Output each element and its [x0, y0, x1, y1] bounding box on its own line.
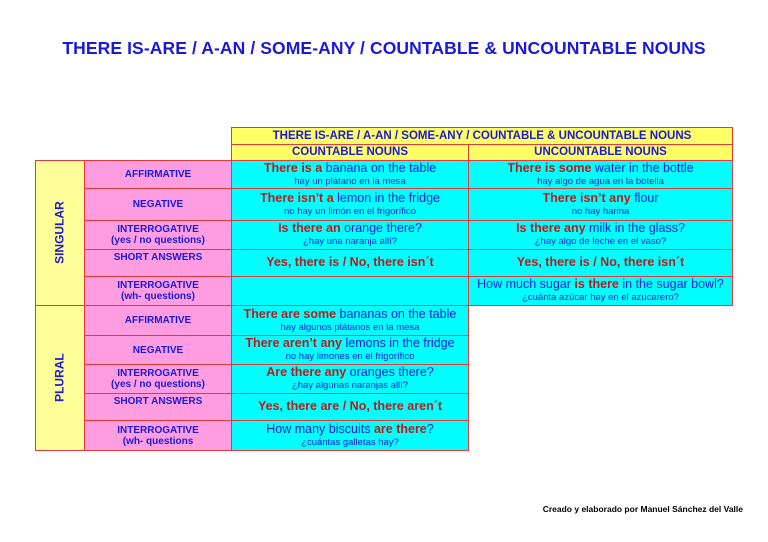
singular-negative-uncountable [468, 188, 733, 221]
uncountable-column-header [468, 144, 733, 161]
translation: hay algo de agua en la botella [537, 175, 664, 187]
translation: no hay limones en el frigorífico [285, 351, 415, 363]
row-label-plural-negative [84, 335, 232, 365]
row-label-singular-interrogative-yn [84, 220, 232, 250]
plural-section-label [35, 305, 85, 451]
singular-text: SINGULAR [52, 201, 67, 265]
translation: no hay un limón en el frigorífico [283, 205, 417, 217]
author-credit: Creado y elaborado por Manuel Sánchez del Valle [542, 504, 743, 514]
row-label-plural-short-answers [84, 393, 232, 421]
short-answer: Yes, there are / No, there aren´t [257, 399, 443, 414]
row-label-text: INTERROGATIVE [117, 368, 199, 379]
singular-affirmative-countable [231, 160, 469, 189]
row-label-subtext: (wh- questions) [121, 291, 195, 302]
translation: ¿hay una naranja allí? [302, 236, 397, 248]
uncountable-header-text: UNCOUNTABLE NOUNS [534, 146, 667, 159]
row-label-singular-affirmative [84, 160, 232, 189]
countable-header-text: COUNTABLE NOUNS [291, 146, 409, 159]
table-title-text: THERE IS-ARE / A-AN / SOME-ANY / COUNTABLE & UNCOUNTABLE NOUNS [272, 129, 692, 142]
translation: ¿hay algunas naranjas allí? [291, 380, 409, 392]
sentence: There isn’t any flour [542, 190, 659, 205]
sentence: How many biscuits are there? [266, 421, 434, 436]
translation: no hay harina [571, 205, 630, 217]
sentence: There isn’t a lemon in the fridge [260, 190, 440, 205]
translation: hay algunos plátanos en la mesa [280, 321, 420, 333]
page-title: THERE IS-ARE / A-AN / SOME-ANY / COUNTABLE & UNCOUNTABLE NOUNS [62, 38, 706, 58]
plural-short-answers-countable [231, 393, 469, 421]
translation: hay un plátano en la mesa [294, 175, 406, 187]
plural-text: PLURAL [52, 353, 67, 403]
row-label-subtext: (yes / no questions) [111, 235, 205, 246]
row-label-text: NEGATIVE [132, 199, 184, 210]
row-label-plural-interrogative-wh [84, 420, 232, 451]
row-label-text: SHORT ANSWERS [113, 252, 203, 263]
row-label-plural-affirmative [84, 305, 232, 336]
sentence: Are there any oranges there? [266, 365, 434, 380]
short-answer: Yes, there is / No, there isn´t [266, 255, 434, 270]
plural-interrogative-wh-countable [231, 420, 469, 451]
row-label-plural-interrogative-yn [84, 364, 232, 394]
sentence: There aren’t any lemons in the fridge [245, 336, 455, 351]
translation: ¿hay algo de leche en el vaso? [534, 236, 667, 248]
sentence: Is there any milk in the glass? [516, 221, 685, 236]
row-label-singular-negative [84, 188, 232, 221]
row-label-text: INTERROGATIVE [117, 424, 199, 436]
row-label-text: NEGATIVE [132, 344, 184, 356]
singular-short-answers-countable [231, 249, 469, 277]
translation: ¿cuántas galletas hay? [301, 436, 399, 448]
countable-column-header [231, 144, 469, 161]
translation: ¿cuánta azúcar hay en el azucarero? [522, 292, 679, 304]
sentence: There is some water in the bottle [507, 160, 694, 175]
table-title-header [231, 127, 733, 145]
row-label-text: INTERROGATIVE [117, 224, 199, 235]
plural-negative-countable [231, 335, 469, 365]
singular-interrogative-wh-countable [231, 276, 469, 306]
singular-interrogative-yn-uncountable [468, 220, 733, 250]
row-label-text: AFFIRMATIVE [124, 169, 192, 180]
sentence: There is a banana on the table [263, 160, 437, 175]
singular-affirmative-uncountable [468, 160, 733, 189]
plural-interrogative-yn-countable [231, 364, 469, 394]
sentence: There are some bananas on the table [243, 306, 457, 321]
row-label-singular-interrogative-wh [84, 276, 232, 306]
sentence: How much sugar is there in the sugar bowl? [477, 277, 724, 292]
row-label-subtext: (yes / no questions) [111, 379, 205, 390]
singular-short-answers-uncountable [468, 249, 733, 277]
singular-section-label [35, 160, 85, 306]
sentence: Is there an orange there? [278, 221, 422, 236]
row-label-subtext: (wh- questions [122, 435, 194, 447]
singular-interrogative-yn-countable [231, 220, 469, 250]
row-label-singular-short-answers [84, 249, 232, 277]
plural-affirmative-countable [231, 305, 469, 336]
singular-negative-countable [231, 188, 469, 221]
row-label-text: SHORT ANSWERS [113, 396, 203, 407]
short-answer: Yes, there is / No, there isn´t [516, 255, 685, 270]
row-label-text: AFFIRMATIVE [124, 315, 192, 326]
row-label-text: INTERROGATIVE [117, 280, 199, 291]
singular-interrogative-wh-uncountable [468, 276, 733, 306]
